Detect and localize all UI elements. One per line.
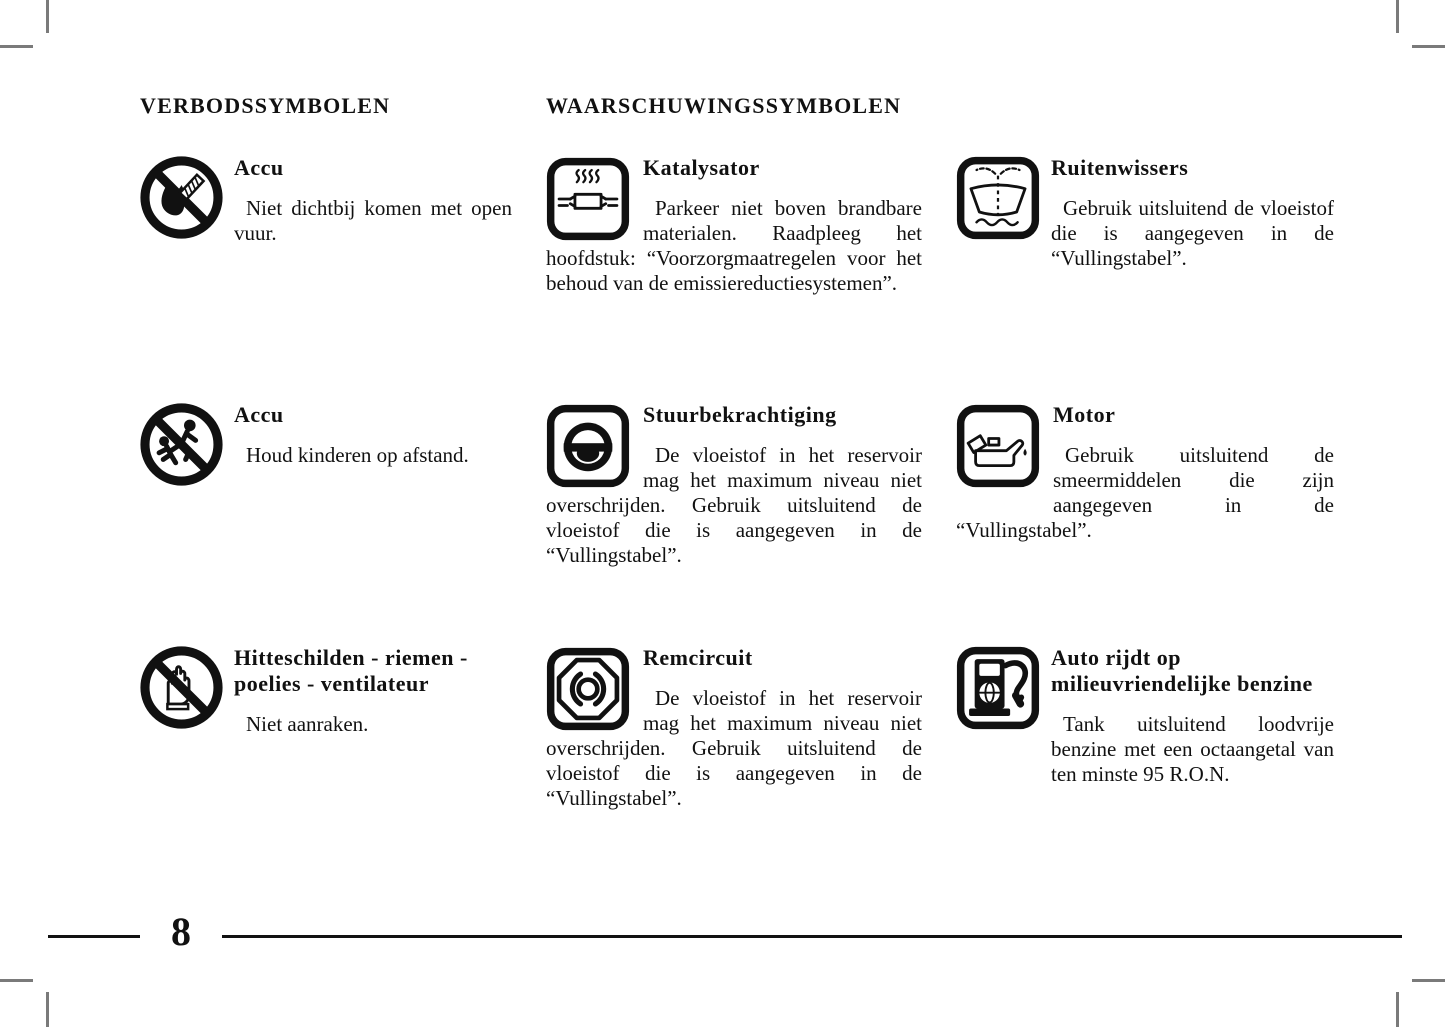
crop-mark-bottom-right-horizontal bbox=[1412, 979, 1445, 982]
steering-wheel-icon bbox=[546, 404, 630, 488]
crop-mark-top-right-vertical bbox=[1396, 0, 1399, 33]
symbol-ruitenwissers bbox=[956, 155, 1334, 271]
page-number: 8 bbox=[171, 909, 191, 954]
crop-mark-bottom-left-vertical bbox=[46, 992, 49, 1027]
brake-circuit-icon bbox=[546, 647, 630, 731]
symbol-title: Ruitenwissers bbox=[1051, 155, 1189, 180]
symbol-title: Remcircuit bbox=[643, 645, 753, 670]
prohibition-symbols-header: VERBODSSYMBOLEN bbox=[140, 93, 391, 118]
symbol-description: Niet aanraken. bbox=[246, 712, 369, 736]
symbol-title: Hitteschilden - riemen - poelies - ventilateur bbox=[234, 645, 468, 696]
symbol-description: Niet dichtbij komen met open vuur. bbox=[234, 196, 512, 245]
symbol-description: De vloeistof in het reservoir mag het maximum niveau niet overschrijden. Gebruik uitsluitend de vloeistof die is aangegeven in de “Vullingstabel”. bbox=[546, 443, 922, 567]
symbol-description: Tank uitsluitend loodvrije benzine met een octaangetal van ten minste 95 R.O.N. bbox=[1051, 712, 1334, 786]
symbol-description: Houd kinderen op afstand. bbox=[246, 443, 469, 467]
symbol-accu-kinderen bbox=[140, 402, 512, 486]
footer-rule-right bbox=[222, 935, 1402, 938]
symbol-motor bbox=[956, 402, 1334, 543]
crop-mark-bottom-left-horizontal bbox=[0, 979, 33, 982]
symbol-title: Accu bbox=[234, 402, 284, 427]
warning-symbols-header: WAARSCHUWINGSSYMBOLEN bbox=[546, 93, 902, 118]
fuel-pump-icon bbox=[956, 646, 1040, 730]
symbol-title: Stuurbekrachtiging bbox=[643, 402, 837, 427]
crop-mark-top-right-horizontal bbox=[1412, 45, 1445, 48]
crop-mark-bottom-right-vertical bbox=[1396, 992, 1399, 1027]
symbol-title: Motor bbox=[1053, 402, 1116, 427]
symbol-description: Gebruik uitsluitend de vloeistof die is aangegeven in de “Vullingstabel”. bbox=[1051, 196, 1334, 270]
no-open-flame-icon bbox=[140, 156, 223, 239]
symbol-description: Parkeer niet boven brandbare materialen. Raadpleeg het hoofdstuk: “Voorzorgmaatregelen voor het behoud van de emissiereductiesystemen”. bbox=[546, 196, 922, 295]
symbol-description: Gebruik uitsluitend de smeermiddelen die zijn aangegeven in de “Vullingstabel”. bbox=[956, 443, 1334, 542]
symbol-stuurbekrachtiging bbox=[546, 402, 922, 568]
catalyst-icon bbox=[546, 157, 630, 241]
symbol-hitteschilden bbox=[140, 645, 512, 737]
symbol-title: Accu bbox=[234, 155, 284, 180]
symbol-description: De vloeistof in het reservoir mag het maximum niveau niet overschrijden. Gebruik uitsluitend de vloeistof die is aangegeven in de “Vullingstabel”. bbox=[546, 686, 922, 810]
symbol-title: Auto rijdt op milieuvriendelijke benzine bbox=[1051, 645, 1313, 696]
crop-mark-top-left-horizontal bbox=[0, 45, 33, 48]
wiper-washer-icon bbox=[956, 156, 1040, 240]
symbol-remcircuit bbox=[546, 645, 922, 811]
symbol-accu-open-flame bbox=[140, 155, 512, 246]
symbol-title: Katalysator bbox=[643, 155, 760, 180]
footer-rule-left bbox=[48, 935, 140, 938]
symbol-katalysator bbox=[546, 155, 922, 296]
no-touch-icon bbox=[140, 646, 223, 729]
symbol-benzine bbox=[956, 645, 1334, 787]
oil-can-icon bbox=[956, 404, 1040, 488]
no-children-icon bbox=[140, 403, 223, 486]
crop-mark-top-left-vertical bbox=[46, 0, 49, 33]
